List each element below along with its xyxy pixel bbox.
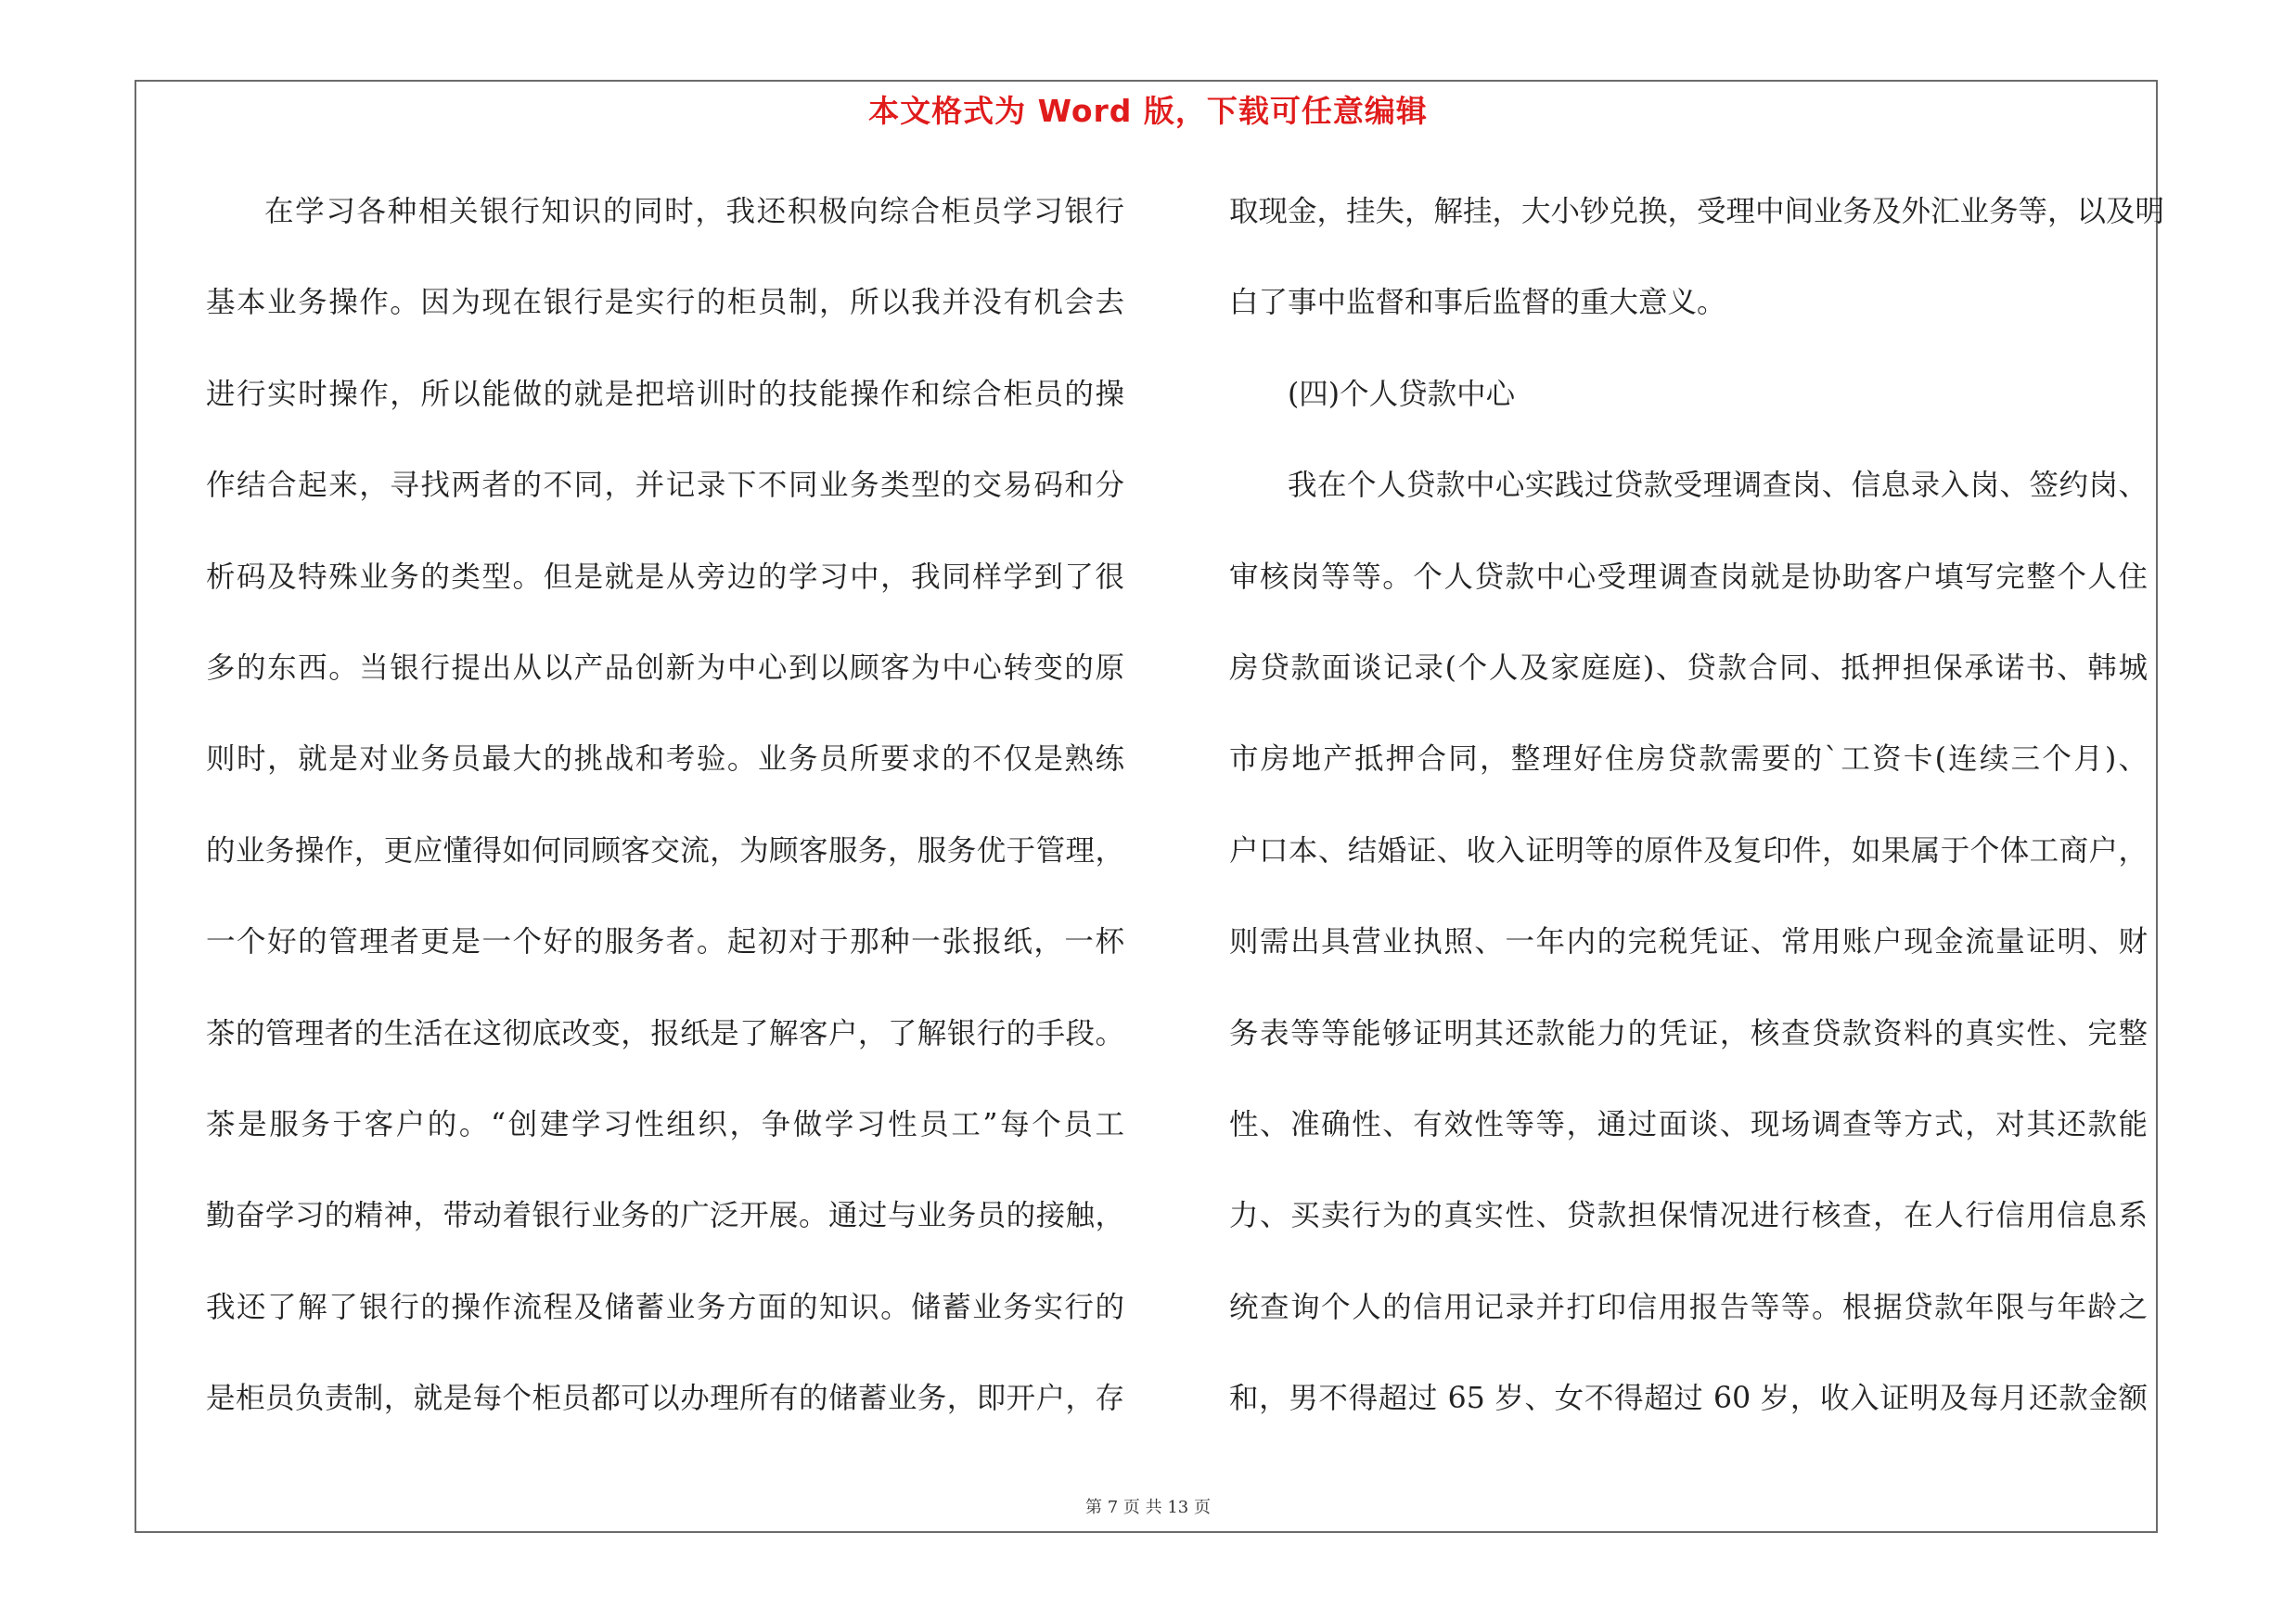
paragraph-line: 性、准确性、有效性等等，通过面谈、现场调查等方式，对其还款能: [1229, 1107, 2148, 1141]
paragraph-line: 析码及特殊业务的类型。但是就是从旁边的学习中，我同样学到了很: [206, 560, 1124, 594]
paragraph-line: 一个好的管理者更是一个好的服务者。起初对于那种一张报纸，一杯: [206, 925, 1124, 960]
paragraph-line: 力、买卖行为的真实性、贷款担保情况进行核查，在人行信用信息系: [1229, 1199, 2148, 1233]
paragraph-line: 务表等等能够证明其还款能力的凭证，核查贷款资料的真实性、完整: [1229, 1016, 2148, 1050]
paragraph-line: 茶是服务于客户的。“创建学习性组织，争做学习性员工”每个员工: [206, 1107, 1124, 1141]
paragraph-line: 进行实时操作，所以能做的就是把培训时的技能操作和综合柜员的操: [206, 377, 1124, 411]
paragraph-line: 房贷款面谈记录(个人及家庭庭)、贷款合同、抵押担保承诺书、韩城: [1229, 650, 2148, 685]
paragraph-line: 基本业务操作。因为现在银行是实行的柜员制，所以我并没有机会去: [206, 286, 1124, 320]
right-text-column: [1229, 182, 2165, 1460]
section-heading: (四)个人贷款中心: [1288, 377, 1516, 411]
paragraph-line: 户口本、结婚证、收入证明等的原件及复印件，如果属于个体工商户，: [1229, 833, 2148, 868]
paragraph-line: 多的东西。当银行提出从以产品创新为中心到以顾客为中心转变的原: [206, 650, 1124, 685]
paragraph-line: 是柜员负责制，就是每个柜员都可以办理所有的储蓄业务，即开户，存: [206, 1382, 1124, 1416]
paragraph-line: 我还了解了银行的操作流程及储蓄业务方面的知识。储蓄业务实行的: [206, 1290, 1124, 1324]
format-notice-banner: 本文格式为 Word 版，下载可任意编辑: [868, 93, 1428, 129]
paragraph-line: 作结合起来，寻找两者的不同，并记录下不同业务类型的交易码和分: [206, 469, 1124, 503]
page-number-footer: 第 7 页 共 13 页: [1085, 1498, 1211, 1517]
left-text-column: [206, 182, 1124, 1460]
paragraph-line: 市房地产抵押合同，整理好住房贷款需要的`工资卡(连续三个月)、: [1229, 742, 2148, 777]
paragraph-line: 则时，就是对业务员最大的挑战和考验。业务员所要求的不仅是熟练: [206, 742, 1124, 777]
paragraph-line: 取现金，挂失，解挂，大小钞兑换，受理中间业务及外汇业务等，以及明: [1229, 195, 2165, 228]
paragraph-line: 勤奋学习的精神，带动着银行业务的广泛开展。通过与业务员的接触，: [206, 1199, 1124, 1233]
paragraph-line: 的业务操作，更应懂得如何同顾客交流，为顾客服务，服务优于管理，: [206, 833, 1124, 868]
paragraph-line: 则需出具营业执照、一年内的完税凭证、常用账户现金流量证明、财: [1229, 925, 2148, 960]
paragraph-line: 审核岗等等。个人贷款中心受理调查岗就是协助客户填写完整个人住: [1229, 560, 2148, 594]
paragraph-line: 和，男不得超过 65 岁、女不得超过 60 岁，收入证明及每月还款金额: [1229, 1382, 2148, 1416]
paragraph-line: 统查询个人的信用记录并打印信用报告等等。根据贷款年限与年龄之: [1229, 1290, 2148, 1324]
paragraph-line: 在学习各种相关银行知识的同时，我还积极向综合柜员学习银行: [264, 195, 1124, 228]
paragraph-line: 白了事中监督和事后监督的重大意义。: [1229, 286, 1726, 320]
paragraph-line: 茶的管理者的生活在这彻底改变，报纸是了解客户，了解银行的手段。: [206, 1016, 1124, 1050]
paragraph-line: 我在个人贷款中心实践过贷款受理调查岗、信息录入岗、签约岗、: [1288, 469, 2148, 503]
